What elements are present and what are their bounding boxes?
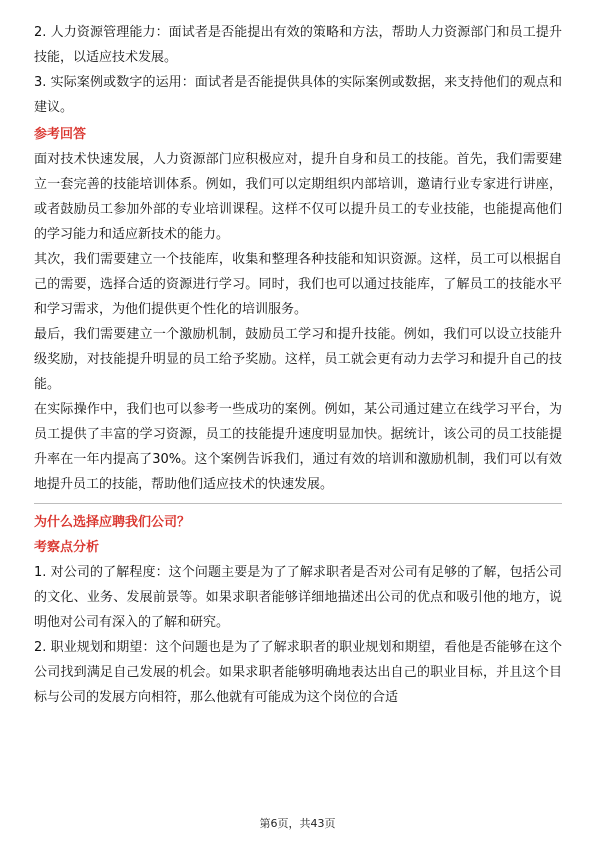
analysis-item-2: 2. 职业规划和期望：这个问题也是为了了解求职者的职业规划和期望，看他是否能够在这个公司找到满足自己发展的机会。如果求职者能够明确地表达出自己的职业目标，并且这个目标与公司的发展方向相符，那么他就有可能成为这个岗位的合适 bbox=[34, 640, 562, 705]
analysis-item-1: 1. 对公司的了解程度：这个问题主要是为了了解求职者是否对公司有足够的了解，包括公司的文化、业务、发展前景等。如果求职者能够详细地描述出公司的优点和吸引他的地方，说明他对公司有深入的了解和研究。 bbox=[34, 565, 562, 630]
answer-paragraph-1: 面对技术快速发展，人力资源部门应积极应对，提升自身和员工的技能。首先，我们需要建立一套完善的技能培训体系。例如，我们可以定期组织内部培训，邀请行业专家进行讲座，或者鼓励员工参加外部的专业培训课程。这样不仅可以提升员工的专业技能，也能提高他们的学习能力和适应新技术的能力。 bbox=[34, 152, 562, 242]
answer-heading: 参考回答 bbox=[34, 127, 87, 142]
criteria-item-2: 2. 人力资源管理能力：面试者是否能提出有效的策略和方法，帮助人力资源部门和员工提升技能，以适应技术发展。 bbox=[34, 25, 562, 65]
document-page bbox=[34, 20, 562, 710]
answer-paragraph-3: 最后，我们需要建立一个激励机制，鼓励员工学习和提升技能。例如，我们可以设立技能升级奖励，对技能提升明显的员工给予奖励。这样，员工就会更有动力去学习和提升自己的技能。 bbox=[34, 327, 562, 392]
page-number: 第6页，共43页 bbox=[259, 817, 336, 830]
section-divider bbox=[34, 503, 562, 504]
criteria-item-3: 3. 实际案例或数字的运用：面试者是否能提供具体的实际案例或数据，来支持他们的观点和建议。 bbox=[34, 75, 562, 115]
analysis-heading: 考察点分析 bbox=[34, 540, 100, 555]
answer-paragraph-4: 在实际操作中，我们也可以参考一些成功的案例。例如，某公司通过建立在线学习平台，为员工提供了丰富的学习资源，员工的技能提升速度明显加快。据统计，该公司的员工技能提升率在一年内提高了30%。这个案例告诉我们，通过有效的培训和激励机制，我们可以有效地提升员工的技能，帮助他们适应技术的快速发展。 bbox=[34, 402, 562, 492]
question-title: 为什么选择应聘我们公司？ bbox=[34, 515, 191, 530]
answer-paragraph-2: 其次，我们需要建立一个技能库，收集和整理各种技能和知识资源。这样，员工可以根据自己的需要，选择合适的资源进行学习。同时，我们也可以通过技能库，了解员工的技能水平和学习需求，为他们提供更个性化的培训服务。 bbox=[34, 252, 562, 317]
